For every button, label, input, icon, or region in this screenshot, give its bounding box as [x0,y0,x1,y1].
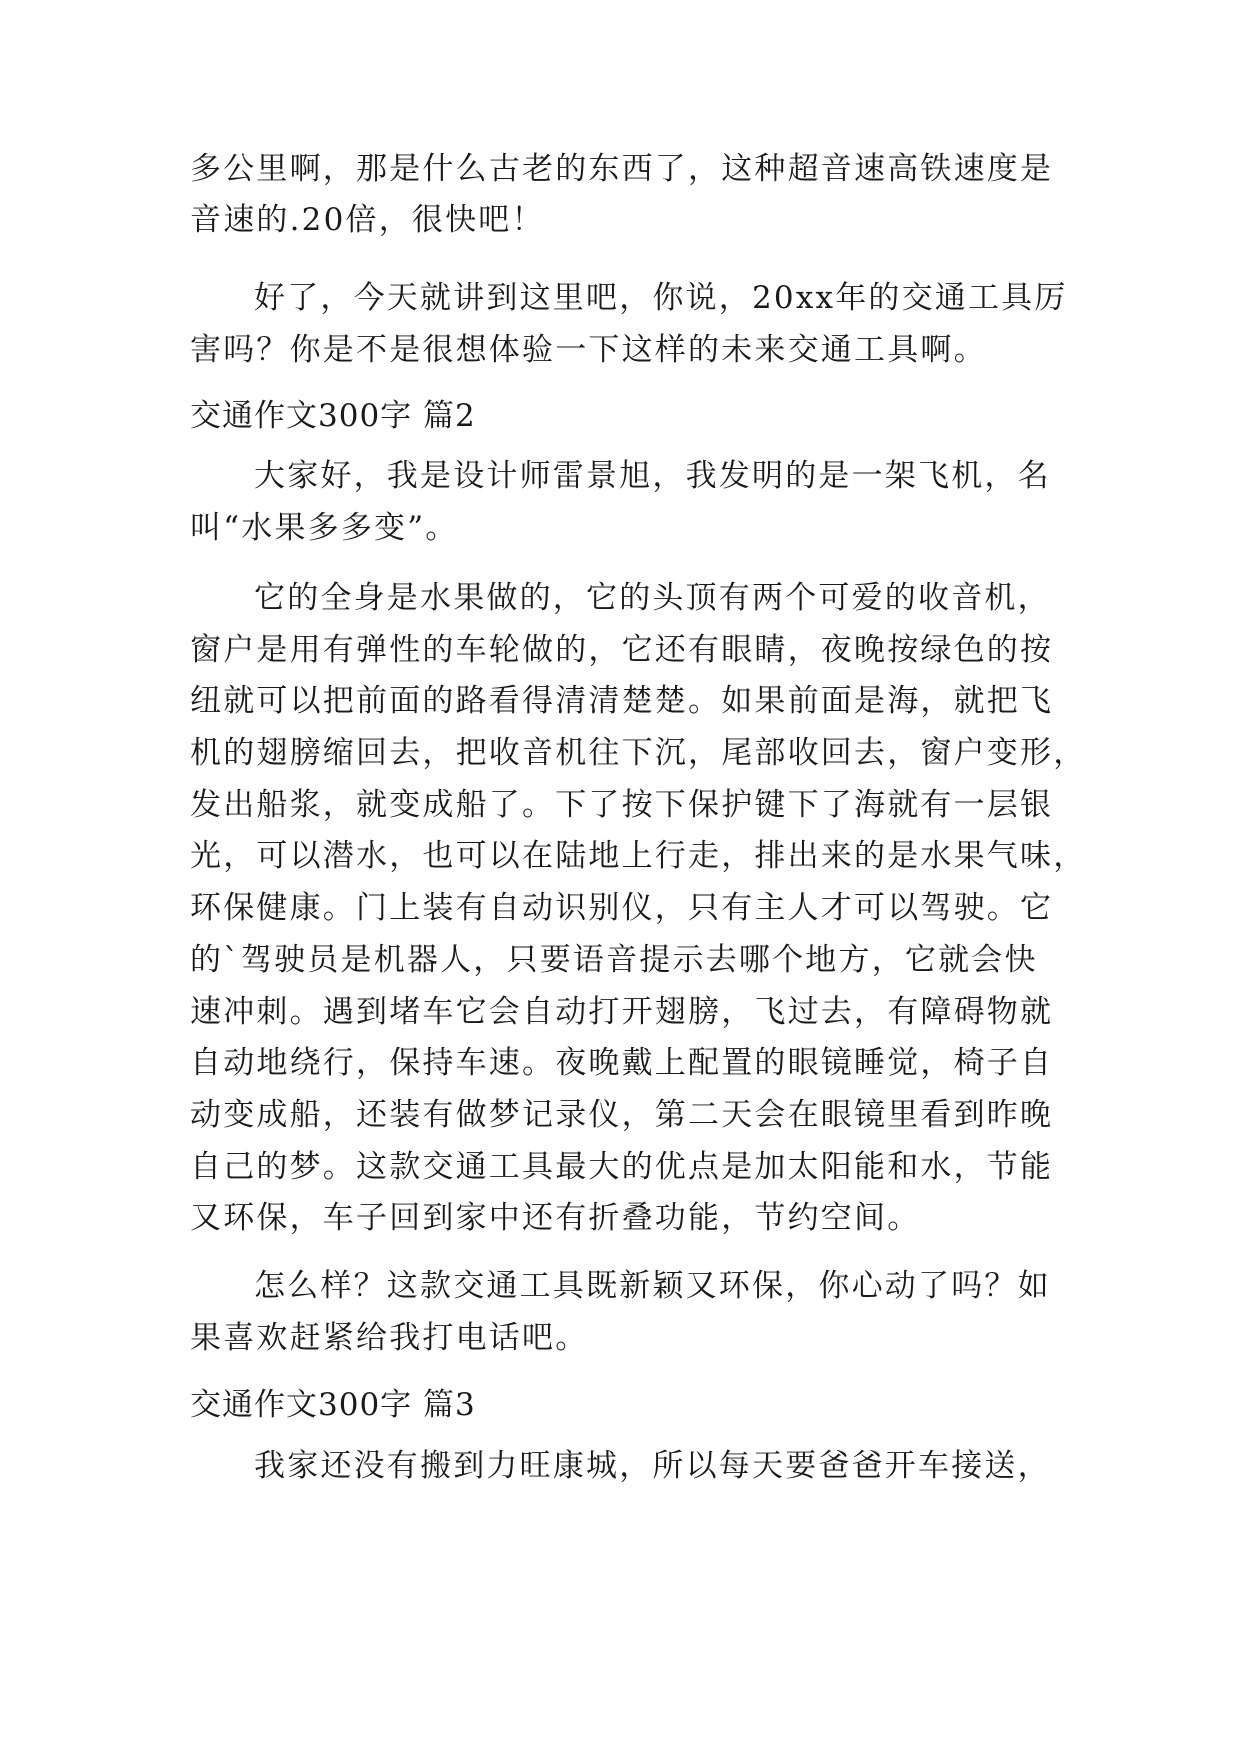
text-line: 又环保，车子回到家中还有折叠功能，节约空间。 [190,1200,921,1236]
text-line: 大家好，我是设计师雷景旭，我发明的是一架飞机，名 [254,458,1051,494]
text-line: 害吗？你是不是很想体验一下这样的未来交通工具啊。 [190,332,987,368]
text-line: 果喜欢赶紧给我打电话吧。 [190,1320,589,1356]
text-line: 机的翅膀缩回去，把收音机往下沉，尾部收回去，窗户变形， [190,735,1087,771]
text-line: 叫“水果多多变”。 [190,510,459,546]
text-line: 怎么样？这款交通工具既新颖又环保，你心动了吗？如 [254,1268,1051,1304]
text-line: 的`驾驶员是机器人，只要语音提示去哪个地方，它就会快 [190,942,1038,978]
text-line: 纽就可以把前面的路看得清清楚楚。如果前面是海，就把飞 [190,683,1054,719]
text-line: 自动地绕行，保持车速。夜晚戴上配置的眼镜睡觉，椅子自 [190,1045,1054,1081]
text-line: 它的全身是水果做的，它的头顶有两个可爱的收音机， [254,580,1051,616]
text-line: 音速的.20倍，很快吧！ [190,202,545,238]
text-line: 好了，今天就讲到这里吧，你说，20xx年的交通工具厉 [254,280,1068,316]
text-line: 速冲刺。遇到堵车它会自动打开翅膀，飞过去，有障碍物就 [190,994,1054,1030]
section-heading: 交通作文300字 篇3 [190,1387,476,1423]
text-line: 环保健康。门上装有自动识别仪，只有主人才可以驾驶。它 [190,890,1054,926]
section-heading: 交通作文300字 篇2 [190,398,476,434]
text-line: 光，可以潜水，也可以在陆地上行走，排出来的是水果气味， [190,838,1087,874]
text-line: 动变成船，还装有做梦记录仪，第二天会在眼镜里看到昨晚 [190,1097,1054,1133]
text-line: 我家还没有搬到力旺康城，所以每天要爸爸开车接送， [254,1448,1051,1484]
text-line: 多公里啊，那是什么古老的东西了，这种超音速高铁速度是 [190,151,1054,187]
text-line: 窗户是用有弹性的车轮做的，它还有眼睛，夜晚按绿色的按 [190,632,1054,668]
text-line: 发出船浆，就变成船了。下了按下保护键下了海就有一层银 [190,787,1054,823]
text-line: 自己的梦。这款交通工具最大的优点是加太阳能和水，节能 [190,1149,1054,1185]
